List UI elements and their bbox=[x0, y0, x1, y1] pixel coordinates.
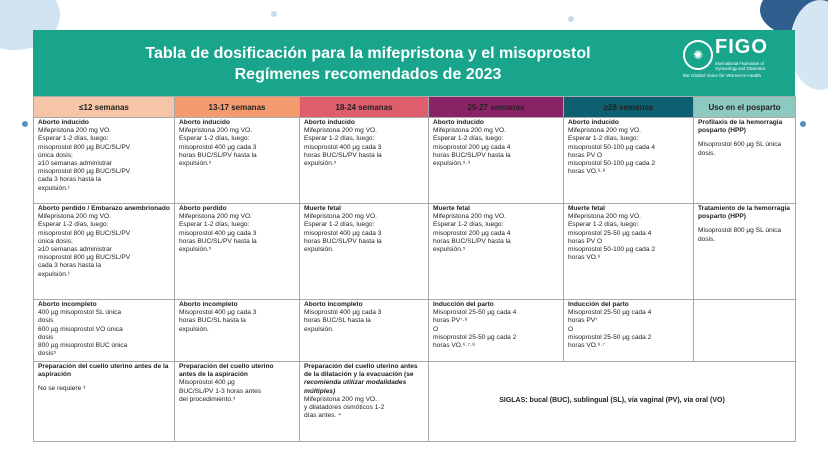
cell-body: Mifepristona 200 mg VO. Esperar 1-2 días, luego: misoprostol 25-50 µg cada 4 horas PV O misoprostol 50-100 µg cada 2 horas VO.⁶ bbox=[568, 213, 656, 262]
column-header: Uso en el posparto bbox=[694, 97, 796, 118]
cell-body: Misoprostol 800 µg SL única dosis. bbox=[698, 227, 782, 243]
table-row bbox=[34, 300, 796, 362]
page-title bbox=[113, 43, 623, 85]
cell-body: Mifepristona 200 mg VO. Esperar 1-2 días, luego: misoprostol 400 µg cada 3 horas BUC/SL/PV hasta la expulsión.⁵ bbox=[179, 213, 257, 254]
cell-title: Preparación del cuello uterino antes de la dilatación y la evacuación (se bbox=[304, 363, 418, 379]
cell-title: Aborto incompleto bbox=[38, 301, 97, 308]
table-cell bbox=[429, 118, 564, 204]
logo-subtitle: International Federation of Gynecology and Obstetrics bbox=[715, 61, 766, 71]
figo-logo bbox=[679, 37, 787, 89]
cell-title: Aborto inducido bbox=[433, 119, 484, 126]
column-header: ≥28 semanas bbox=[564, 97, 694, 118]
cell-body: Mifepristona 200 mg VO. Esperar 1-2 días, luego: misoprostol 400 µg cada 3 horas BUC/SL/PV hasta la expulsión.⁵ bbox=[304, 127, 382, 168]
cell-title: Inducción del parto bbox=[433, 301, 494, 308]
decor-dot bbox=[271, 11, 277, 17]
cell-title: Aborto inducido bbox=[179, 119, 230, 126]
table-cell bbox=[564, 300, 694, 362]
cell-title: Profilaxis de la hemorragia posparto (HPP) bbox=[698, 119, 783, 135]
table-row bbox=[34, 362, 796, 442]
table-cell bbox=[300, 362, 429, 442]
cell-body: Misoprostol 25-50 µg cada 4 horas PV⁷·⁸ O misoprostol 25-50 µg cada 2 horas VO.⁶·⁷·⁸ bbox=[433, 309, 517, 350]
column-header: ≤12 semanas bbox=[34, 97, 175, 118]
decor-dot bbox=[568, 16, 574, 22]
cell-title: Preparación del cuello uterino antes de la aspiración bbox=[38, 363, 169, 379]
cell-title: Muerte fetal bbox=[433, 205, 471, 212]
cell-body: Mifepristona 200 mg VO. Esperar 1-2 días, luego: misoprostol 200 µg cada 4 horas BUC/SL/PV hasta la expulsión.⁵·⁹ bbox=[433, 127, 511, 168]
table-cell bbox=[175, 118, 300, 204]
abbreviations-note: SIGLAS: bucal (BUC), sublingual (SL), vía vaginal (PV), vía oral (VO) bbox=[429, 362, 796, 442]
cell-body: Misoprostol 25-50 µg cada 4 horas PV⁷ O misoprostol 25-50 µg cada 2 horas VO.⁶·⁷ bbox=[568, 309, 652, 350]
cell-body: No se requiere ³ bbox=[38, 385, 86, 393]
column-header: 18-24 semanas bbox=[300, 97, 429, 118]
cell-title: Preparación del cuello uterino antes de la aspiración bbox=[179, 363, 274, 379]
table-cell bbox=[34, 300, 175, 362]
title-line-1: Tabla de dosificación para la mifepristona y el misoprostol bbox=[145, 45, 591, 62]
dosage-table-card bbox=[33, 30, 795, 455]
cell-body: Mifepristona 200 mg VO. Esperar 1-2 días, luego: misoprostol 400 µg cada 3 horas BUC/SL/PV hasta la expulsión. bbox=[304, 213, 382, 254]
title-line-2: Regímenes recomendados de 2023 bbox=[234, 66, 502, 83]
logo-word: FIGO bbox=[715, 36, 768, 58]
table-cell bbox=[175, 300, 300, 362]
cell-body: Mifepristona 200 mg VO. Esperar 1-2 días, luego: misoprostol 50-100 µg cada 4 horas PV O misoprostol 50-100 µg cada 2 horas VO.⁶·⁸ bbox=[568, 127, 656, 176]
cell-title: Aborto incompleto bbox=[304, 301, 363, 308]
table-cell bbox=[564, 204, 694, 300]
cell-body: Misoprostol 600 µg SL única dosis. bbox=[698, 141, 782, 157]
cell-body: Misoprostol 400 µg cada 3 horas BUC/SL hasta la expulsión. bbox=[304, 309, 382, 333]
table-cell bbox=[34, 118, 175, 204]
table-cell bbox=[175, 362, 300, 442]
table-cell bbox=[564, 118, 694, 204]
dosage-table bbox=[33, 96, 796, 442]
cell-body: Mifepristona 200 mg VO. Esperar 1-2 días, luego: misoprostol 800 µg BUC/SL/PV única dosis; ≥10 semanas administrar misoprostol 800 µg BUC/SL/PV cada 3 horas hasta la expulsión.¹ bbox=[38, 213, 131, 278]
table-cell bbox=[694, 118, 796, 204]
cell-title: Aborto incompleto bbox=[179, 301, 238, 308]
cell-title: Inducción del parto bbox=[568, 301, 629, 308]
table-cell bbox=[175, 204, 300, 300]
cell-body: Mifepristona 200 mg VO. y dilatadores osmóticos 1-2 días antes. ⁴ bbox=[304, 395, 385, 420]
cell-title: Aborto inducido bbox=[38, 119, 89, 126]
column-header: 13-17 semanas bbox=[175, 97, 300, 118]
table-cell bbox=[694, 204, 796, 300]
cell-body: Mifepristona 200 mg VO. Esperar 1-2 días, luego: misoprostol 400 µg cada 3 horas BUC/SL/PV hasta la expulsión.⁵ bbox=[179, 127, 257, 168]
cell-body: 400 µg misoprostol SL única dosis 600 µg misoprostol VO única dosis 800 µg misoprostol BUC única dosis⁵ bbox=[38, 309, 128, 358]
column-header-row bbox=[34, 97, 796, 118]
table-cell bbox=[300, 300, 429, 362]
decor-dot bbox=[22, 121, 28, 127]
table-cell bbox=[300, 204, 429, 300]
cell-body: Misoprostol 400 µg cada 3 horas BUC/SL hasta la expulsión. bbox=[179, 309, 257, 333]
cell-title: Aborto perdido / Embarazo anembrionado bbox=[38, 205, 170, 212]
cell-title: Aborto inducido bbox=[304, 119, 355, 126]
table-row bbox=[34, 118, 796, 204]
table-cell bbox=[694, 300, 796, 362]
table-row bbox=[34, 204, 796, 300]
cell-title: Muerte fetal bbox=[304, 205, 342, 212]
cell-title: Tratamiento de la hemorragia posparto (HPP) bbox=[698, 205, 790, 221]
decor-dot bbox=[800, 121, 806, 127]
figo-emblem-icon: ✺ bbox=[683, 40, 713, 70]
table-header-banner bbox=[33, 30, 795, 96]
cell-title-italic: recomienda utilizar modalidades múltiples) bbox=[304, 379, 407, 395]
cell-body: Mifepristona 200 mg VO. Esperar 1-2 días, luego: misoprostol 800 µg BUC/SL/PV única dosis; ≥10 semanas administrar misoprostol 800 µg BUC/SL/PV cada 3 horas hasta la expulsión.¹ bbox=[38, 127, 131, 192]
cell-body: Mifepristona 200 mg VO. Esperar 1-2 días, luego: misoprostol 200 µg cada 4 horas BUC/SL/PV hasta la expulsión.⁵ bbox=[433, 213, 511, 254]
table-cell bbox=[429, 204, 564, 300]
cell-title: Aborto inducido bbox=[568, 119, 619, 126]
cell-body: Misoprostol 400 µg BUC/SL/PV 1-3 horas antes del procedimiento.³ bbox=[179, 379, 262, 403]
logo-tagline: the Global Voice for Women's Health bbox=[683, 74, 762, 79]
table-cell bbox=[300, 118, 429, 204]
column-header: 25-27 semanas bbox=[429, 97, 564, 118]
table-cell bbox=[34, 362, 175, 442]
table-cell bbox=[429, 300, 564, 362]
cell-title: Aborto perdido bbox=[179, 205, 227, 212]
cell-title: Muerte fetal bbox=[568, 205, 606, 212]
table-cell bbox=[34, 204, 175, 300]
